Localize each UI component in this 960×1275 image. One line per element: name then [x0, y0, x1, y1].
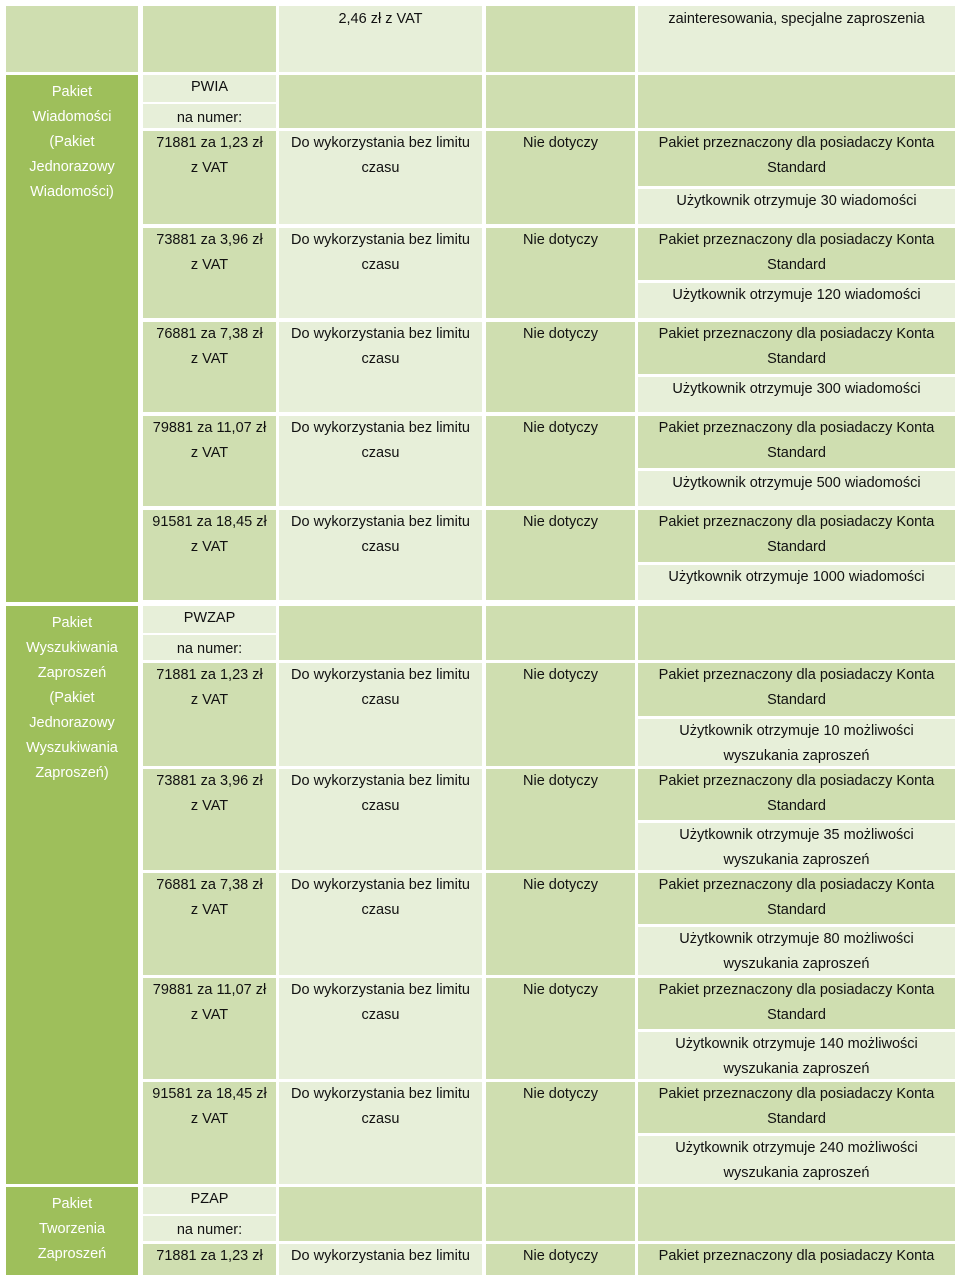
- benefit-cell-line: Użytkownik otrzymuje 300 wiadomości: [672, 381, 921, 397]
- number-label-cell-line: na numer:: [176, 641, 243, 657]
- eligibility-cell: [638, 131, 955, 186]
- sms-price-cell-line: 71881 za 1,23 zł: [156, 135, 263, 151]
- benefit-cell-line: Użytkownik otrzymuje 80 możliwości: [679, 931, 914, 947]
- sms-price-cell-line: 76881 za 7,38 zł: [156, 877, 263, 893]
- eligibility-cell-line: Pakiet przeznaczony dla posiadaczy Konta: [658, 1248, 935, 1264]
- number-label-cell: [143, 104, 276, 128]
- package-name-cell-line: (Pakiet: [49, 134, 95, 150]
- package-code-cell: [143, 75, 276, 102]
- eligibility-cell: [638, 228, 955, 280]
- validity-cell-line: Do wykorzystania bez limitu: [291, 1248, 470, 1264]
- validity-cell-line: czasu: [361, 1111, 400, 1127]
- sms-price-cell: [143, 131, 276, 224]
- renewal-cell-line: Nie dotyczy: [523, 1248, 598, 1264]
- sms-price-cell-line: z VAT: [190, 445, 229, 461]
- header-renewal-cell: [486, 606, 635, 660]
- validity-cell-line: Do wykorzystania bez limitu: [291, 982, 470, 998]
- renewal-cell: [486, 1082, 635, 1184]
- benefit-cell: [638, 823, 955, 870]
- eligibility-cell-line: Pakiet przeznaczony dla posiadaczy Konta: [658, 326, 935, 342]
- validity-cell-line: Do wykorzystania bez limitu: [291, 420, 470, 436]
- benefit-cell-line: Użytkownik otrzymuje 1000 wiadomości: [668, 569, 925, 585]
- renewal-cell: [486, 131, 635, 224]
- renewal-cell-line: Nie dotyczy: [523, 326, 598, 342]
- renewal-cell-line: Nie dotyczy: [523, 773, 598, 789]
- sms-price-cell: [143, 228, 276, 318]
- sms-price-cell-line: z VAT: [190, 692, 229, 708]
- eligibility-cell: [638, 663, 955, 716]
- benefit-cell: [638, 283, 955, 318]
- benefit-cell-line: Użytkownik otrzymuje 500 wiadomości: [672, 475, 921, 491]
- benefit-cell-line: Użytkownik otrzymuje 120 wiadomości: [672, 287, 921, 303]
- validity-cell-line: Do wykorzystania bez limitu: [291, 773, 470, 789]
- benefit-cell-line: wyszukania zaproszeń: [723, 748, 870, 764]
- sms-price-cell-line: z VAT: [190, 798, 229, 814]
- eligibility-cell: [638, 978, 955, 1029]
- validity-cell: [279, 978, 482, 1079]
- validity-cell: [279, 131, 482, 224]
- sms-price-cell: [143, 416, 276, 506]
- validity-cell-line: czasu: [361, 160, 400, 176]
- eligibility-cell: [638, 510, 955, 562]
- header-validity-cell: [279, 1187, 482, 1241]
- validity-cell: [279, 228, 482, 318]
- eligibility-cell-line: Pakiet przeznaczony dla posiadaczy Konta: [658, 232, 935, 248]
- top-row-renewal-cell: [486, 6, 635, 72]
- package-name-cell-line: Tworzenia: [38, 1221, 106, 1237]
- eligibility-cell: [638, 322, 955, 374]
- package-name-cell-line: Wyszukiwania: [26, 740, 118, 756]
- top-row-validity-cell: [279, 6, 482, 72]
- renewal-cell: [486, 769, 635, 870]
- renewal-cell-line: Nie dotyczy: [523, 877, 598, 893]
- sms-price-cell-line: z VAT: [190, 902, 229, 918]
- renewal-cell-line: Nie dotyczy: [523, 514, 598, 530]
- validity-cell-line: czasu: [361, 1007, 400, 1023]
- package-name-cell: [6, 1187, 138, 1275]
- header-validity-cell: [279, 606, 482, 660]
- header-info-cell: [638, 1187, 955, 1241]
- benefit-cell-line: wyszukania zaproszeń: [723, 1061, 870, 1077]
- renewal-cell-line: Nie dotyczy: [523, 667, 598, 683]
- renewal-cell: [486, 1244, 635, 1275]
- benefit-cell: [638, 1136, 955, 1184]
- sms-price-cell-line: 91581 za 18,45 zł: [152, 514, 267, 530]
- renewal-cell: [486, 978, 635, 1079]
- sms-price-cell: [143, 873, 276, 975]
- sms-price-cell: [143, 978, 276, 1079]
- number-label-cell-line: na numer:: [176, 110, 243, 126]
- package-name-cell: [6, 75, 138, 602]
- benefit-cell-line: wyszukania zaproszeń: [723, 956, 870, 972]
- validity-cell: [279, 510, 482, 600]
- validity-cell-line: czasu: [361, 257, 400, 273]
- validity-cell-line: czasu: [361, 539, 400, 555]
- sms-price-cell-line: 71881 za 1,23 zł: [156, 1248, 263, 1264]
- sms-price-cell-line: z VAT: [190, 1111, 229, 1127]
- benefit-cell-line: Użytkownik otrzymuje 10 możliwości: [679, 723, 914, 739]
- sms-price-cell-line: z VAT: [190, 257, 229, 273]
- package-name-cell-line: Jednorazowy: [29, 159, 115, 175]
- validity-cell-line: czasu: [361, 445, 400, 461]
- benefit-cell: [638, 927, 955, 975]
- top-row-sms-cell: [143, 6, 276, 72]
- validity-cell-line: Do wykorzystania bez limitu: [291, 877, 470, 893]
- eligibility-cell: [638, 1244, 955, 1275]
- top-row-note-cell: [638, 6, 955, 72]
- package-name-cell-line: Wyszukiwania: [26, 640, 118, 656]
- sms-price-cell-line: 79881 za 11,07 zł: [152, 420, 267, 436]
- header-validity-cell: [279, 75, 482, 128]
- package-name-cell: [6, 606, 138, 1184]
- top-row-name-cell: [6, 6, 138, 72]
- validity-cell-line: Do wykorzystania bez limitu: [291, 667, 470, 683]
- eligibility-cell-line: Pakiet przeznaczony dla posiadaczy Konta: [658, 420, 935, 436]
- package-code-cell: [143, 1187, 276, 1214]
- eligibility-cell-line: Standard: [767, 445, 826, 461]
- benefit-cell-line: Użytkownik otrzymuje 35 możliwości: [679, 827, 914, 843]
- validity-cell-line: czasu: [361, 692, 400, 708]
- sms-price-cell-line: 76881 za 7,38 zł: [156, 326, 263, 342]
- number-label-cell: [143, 635, 276, 660]
- renewal-cell: [486, 228, 635, 318]
- sms-price-cell-line: z VAT: [190, 351, 229, 367]
- eligibility-cell-line: Pakiet przeznaczony dla posiadaczy Konta: [658, 877, 935, 893]
- eligibility-cell-line: Pakiet przeznaczony dla posiadaczy Konta: [658, 982, 935, 998]
- eligibility-cell-line: Standard: [767, 1111, 826, 1127]
- validity-cell-line: Do wykorzystania bez limitu: [291, 232, 470, 248]
- eligibility-cell: [638, 769, 955, 820]
- eligibility-cell-line: Standard: [767, 1007, 826, 1023]
- benefit-cell: [638, 471, 955, 506]
- number-label-cell-line: na numer:: [176, 1222, 243, 1238]
- validity-cell: [279, 1082, 482, 1184]
- validity-cell-line: Do wykorzystania bez limitu: [291, 1086, 470, 1102]
- eligibility-cell-line: Standard: [767, 160, 826, 176]
- sms-price-cell-line: 73881 za 3,96 zł: [156, 773, 263, 789]
- sms-price-cell-line: z VAT: [190, 539, 229, 555]
- header-renewal-cell: [486, 1187, 635, 1241]
- package-code-cell-line: PZAP: [190, 1191, 229, 1207]
- package-code-cell: [143, 606, 276, 633]
- validity-cell: [279, 769, 482, 870]
- renewal-cell-line: Nie dotyczy: [523, 420, 598, 436]
- sms-price-cell: [143, 510, 276, 600]
- validity-cell-line: Do wykorzystania bez limitu: [291, 135, 470, 151]
- benefit-cell: [638, 1032, 955, 1079]
- package-name-cell-line: Pakiet: [51, 84, 93, 100]
- validity-cell-line: Do wykorzystania bez limitu: [291, 326, 470, 342]
- renewal-cell-line: Nie dotyczy: [523, 982, 598, 998]
- renewal-cell: [486, 873, 635, 975]
- eligibility-cell-line: Pakiet przeznaczony dla posiadaczy Konta: [658, 514, 935, 530]
- package-name-cell-line: Wiadomości: [32, 109, 112, 125]
- sms-price-cell-line: z VAT: [190, 1007, 229, 1023]
- package-name-cell-line: Wiadomości): [30, 184, 114, 200]
- renewal-cell: [486, 322, 635, 412]
- benefit-cell-line: wyszukania zaproszeń: [723, 852, 870, 868]
- benefit-cell-line: wyszukania zaproszeń: [723, 1165, 870, 1181]
- package-name-cell-line: Pakiet: [51, 615, 93, 631]
- renewal-cell-line: Nie dotyczy: [523, 135, 598, 151]
- sms-price-cell: [143, 1244, 276, 1275]
- sms-price-cell-line: z VAT: [190, 160, 229, 176]
- package-name-cell-line: Pakiet: [51, 1196, 93, 1212]
- eligibility-cell-line: Standard: [767, 902, 826, 918]
- validity-cell: [279, 322, 482, 412]
- validity-cell-line: czasu: [361, 351, 400, 367]
- eligibility-cell-line: Standard: [767, 351, 826, 367]
- eligibility-cell-line: Standard: [767, 798, 826, 814]
- header-info-cell: [638, 75, 955, 128]
- eligibility-cell-line: Standard: [767, 692, 826, 708]
- sms-price-cell-line: 73881 za 3,96 zł: [156, 232, 263, 248]
- eligibility-cell-line: Pakiet przeznaczony dla posiadaczy Konta: [658, 773, 935, 789]
- renewal-cell: [486, 416, 635, 506]
- eligibility-cell: [638, 873, 955, 924]
- benefit-cell: [638, 719, 955, 766]
- validity-cell: [279, 873, 482, 975]
- validity-cell-line: Do wykorzystania bez limitu: [291, 514, 470, 530]
- sms-price-cell-line: 91581 za 18,45 zł: [152, 1086, 267, 1102]
- benefit-cell-line: Użytkownik otrzymuje 30 wiadomości: [676, 193, 917, 209]
- sms-price-cell: [143, 663, 276, 766]
- renewal-cell-line: Nie dotyczy: [523, 1086, 598, 1102]
- package-code-cell-line: PWZAP: [183, 610, 236, 626]
- package-name-cell-line: Zaproszeń: [37, 1246, 107, 1262]
- sms-price-cell: [143, 322, 276, 412]
- sms-price-cell: [143, 1082, 276, 1184]
- header-renewal-cell: [486, 75, 635, 128]
- package-name-cell-line: (Pakiet: [49, 690, 95, 706]
- eligibility-cell: [638, 416, 955, 468]
- validity-cell: [279, 663, 482, 766]
- validity-cell-line: czasu: [361, 902, 400, 918]
- package-code-cell-line: PWIA: [190, 79, 229, 95]
- eligibility-cell-line: Pakiet przeznaczony dla posiadaczy Konta: [658, 135, 935, 151]
- top-row-validity-cell-line: 2,46 zł z VAT: [338, 11, 423, 27]
- eligibility-cell-line: Standard: [767, 257, 826, 273]
- eligibility-cell: [638, 1082, 955, 1133]
- top-row-note-cell-line: zainteresowania, specjalne zaproszenia: [668, 11, 925, 27]
- renewal-cell: [486, 510, 635, 600]
- header-info-cell: [638, 606, 955, 660]
- validity-cell: [279, 1244, 482, 1275]
- benefit-cell: [638, 189, 955, 224]
- eligibility-cell-line: Standard: [767, 539, 826, 555]
- sms-price-cell-line: 79881 za 11,07 zł: [152, 982, 267, 998]
- package-name-cell-line: Jednorazowy: [29, 715, 115, 731]
- benefit-cell-line: Użytkownik otrzymuje 140 możliwości: [675, 1036, 918, 1052]
- package-name-cell-line: Zaproszeń): [35, 765, 109, 781]
- sms-price-cell-line: 71881 za 1,23 zł: [156, 667, 263, 683]
- package-name-cell-line: Zaproszeń: [37, 665, 107, 681]
- validity-cell: [279, 416, 482, 506]
- renewal-cell: [486, 663, 635, 766]
- number-label-cell: [143, 1216, 276, 1241]
- eligibility-cell-line: Pakiet przeznaczony dla posiadaczy Konta: [658, 1086, 935, 1102]
- renewal-cell-line: Nie dotyczy: [523, 232, 598, 248]
- benefit-cell-line: Użytkownik otrzymuje 240 możliwości: [675, 1140, 918, 1156]
- eligibility-cell-line: Pakiet przeznaczony dla posiadaczy Konta: [658, 667, 935, 683]
- validity-cell-line: czasu: [361, 798, 400, 814]
- benefit-cell: [638, 565, 955, 600]
- sms-price-cell: [143, 769, 276, 870]
- benefit-cell: [638, 377, 955, 412]
